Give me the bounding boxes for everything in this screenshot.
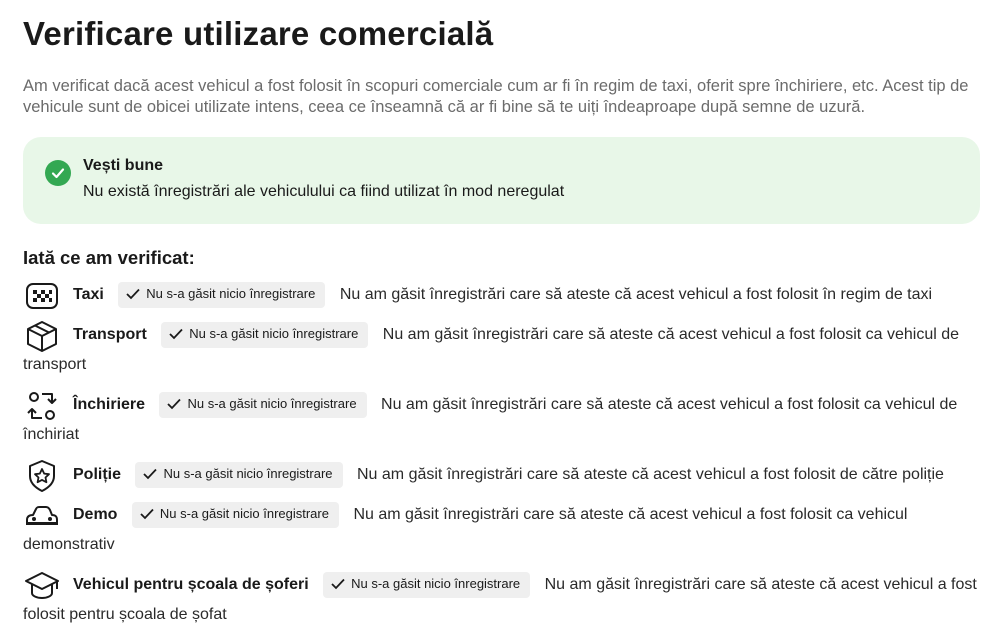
status-badge-label: Nu s-a găsit nicio înregistrare (163, 466, 333, 481)
item-name: Demo (73, 506, 118, 523)
status-badge-label: Nu s-a găsit nicio înregistrare (146, 286, 316, 301)
check-item-demo (23, 500, 980, 560)
status-badge-label: Nu s-a găsit nicio înregistrare (187, 396, 357, 411)
commercial-use-check (23, 14, 980, 640)
check-item-transport (23, 320, 980, 380)
status-badge (135, 462, 342, 488)
status-badge (323, 572, 530, 598)
item-description: Nu am găsit înregistrări care să ateste că acest vehicul a fost folosit ca vehicul demonstrativ (23, 506, 908, 553)
check-list (23, 280, 980, 630)
banner-subtitle: Nu există înregistrări ale vehiculului ca fiind utilizat în mod neregulat (83, 183, 565, 200)
status-badge-label: Nu s-a găsit nicio înregistrare (351, 576, 521, 591)
checkmark-icon (126, 284, 140, 308)
checkmark-icon (143, 464, 157, 488)
item-name: Închiriere (73, 396, 146, 413)
page-title: Verificare utilizare comercială (23, 15, 494, 52)
item-name: Poliție (73, 466, 122, 483)
status-badge-label: Nu s-a găsit nicio înregistrare (189, 326, 359, 341)
good-news-banner (23, 137, 980, 224)
graduation-cap-icon (23, 569, 61, 603)
item-description: Nu am găsit înregistrări care să ateste că acest vehicul a fost folosit ca vehicul de transport (23, 326, 960, 373)
status-badge (132, 502, 339, 528)
check-item-rental (23, 390, 980, 450)
checked-heading: Iată ce am verificat: (23, 247, 195, 268)
item-description: Nu am găsit înregistrări care să ateste că acest vehicul a fost folosit în regim de taxi (339, 286, 933, 303)
check-item-taxi (23, 280, 980, 310)
check-item-driving-school (23, 570, 980, 630)
banner-title: Vești bune (83, 157, 164, 174)
demo-car-icon (23, 499, 61, 533)
checkmark-icon (140, 504, 154, 528)
status-badge-label: Nu s-a găsit nicio înregistrare (159, 506, 329, 521)
checkmark-icon (169, 324, 183, 348)
police-badge-icon (23, 459, 61, 493)
item-description: Nu am găsit înregistrări care să ateste că acest vehicul a fost folosit de către poliție (357, 466, 944, 483)
package-icon (23, 319, 61, 353)
rental-arrows-icon (23, 389, 61, 423)
item-name: Taxi (73, 286, 104, 303)
status-badge (159, 392, 366, 418)
item-name: Transport (73, 326, 147, 343)
check-item-police (23, 460, 980, 490)
intro-text: Am verificat dacă acest vehicul a fost folosit în scopuri comerciale cum ar fi în regim de taxi, oferit spre închiriere, etc. Acest tip de vehicule sunt de obicei utilizate intens, ceea ce înseamnă că ar fi bine să te uiți îndeaproape după semne de uzură. (23, 77, 969, 116)
status-badge (118, 282, 325, 308)
check-circle-icon (45, 160, 71, 186)
status-badge (161, 322, 368, 348)
item-name: Vehicul pentru școala de șoferi (73, 576, 309, 593)
taxi-icon (23, 279, 61, 313)
item-description: Nu am găsit înregistrări care să ateste că acest vehicul a fost folosit pentru școala de șofat (23, 576, 977, 623)
item-description: Nu am găsit înregistrări care să ateste că acest vehicul a fost folosit ca vehicul de închiriat (23, 396, 958, 443)
checkmark-icon (167, 394, 181, 418)
checkmark-icon (331, 574, 345, 598)
